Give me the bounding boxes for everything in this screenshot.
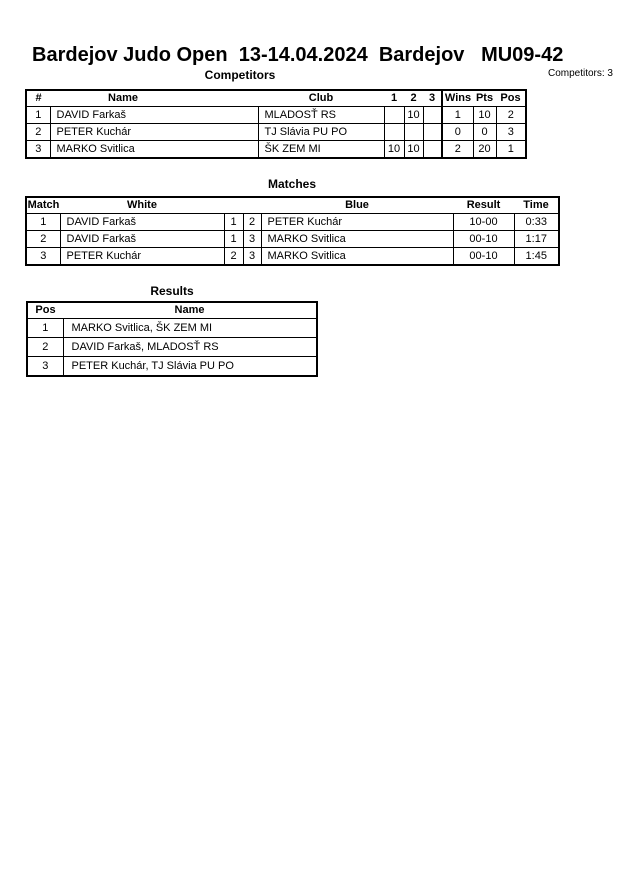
matches-header-result: Result bbox=[453, 197, 514, 214]
competitors-header-row bbox=[26, 90, 526, 107]
competitor-pts: 0 bbox=[473, 124, 496, 141]
competitor-round1-score bbox=[384, 107, 404, 124]
competitor-pts: 10 bbox=[473, 107, 496, 124]
competitor-pts: 20 bbox=[473, 141, 496, 159]
match-row bbox=[26, 248, 559, 266]
match-result: 00-10 bbox=[453, 231, 514, 248]
result-name: MARKO Svitlica, ŠK ZEM MI bbox=[63, 319, 317, 338]
competitor-round2-score: 10 bbox=[404, 141, 423, 159]
competitors-header-round1: 1 bbox=[384, 90, 404, 107]
results-header-name: Name bbox=[63, 302, 317, 319]
competitor-club: MLADOSŤ RS bbox=[258, 107, 384, 124]
results-table bbox=[26, 301, 318, 377]
competitor-name: MARKO Svitlica bbox=[50, 141, 258, 159]
competitor-row bbox=[26, 141, 526, 159]
competitors-header-round3: 3 bbox=[423, 90, 442, 107]
competitor-round3-score bbox=[423, 141, 442, 159]
matches-table bbox=[25, 196, 560, 266]
competitors-header-pts: Pts bbox=[473, 90, 496, 107]
result-row bbox=[27, 319, 317, 338]
match-white-seed: 1 bbox=[224, 214, 243, 231]
competitor-row bbox=[26, 124, 526, 141]
competitor-wins: 0 bbox=[442, 124, 473, 141]
competitor-number: 3 bbox=[26, 141, 50, 159]
match-white-name: DAVID Farkaš bbox=[60, 214, 224, 231]
competitor-pos: 2 bbox=[496, 107, 526, 124]
competitor-wins: 2 bbox=[442, 141, 473, 159]
match-blue-seed: 2 bbox=[243, 214, 261, 231]
competitors-header-pos: Pos bbox=[496, 90, 526, 107]
match-blue-seed: 3 bbox=[243, 248, 261, 266]
match-number: 2 bbox=[26, 231, 60, 248]
competitors-section-title: Competitors bbox=[204, 68, 276, 82]
result-pos: 2 bbox=[27, 338, 63, 357]
match-white-seed: 1 bbox=[224, 231, 243, 248]
page-title: Bardejov Judo Open 13-14.04.2024 Bardejov MU09-42 bbox=[32, 44, 564, 66]
matches-header-white-num bbox=[224, 197, 243, 214]
result-row bbox=[27, 338, 317, 357]
competitors-table bbox=[25, 89, 527, 159]
results-header-pos: Pos bbox=[27, 302, 63, 319]
match-number: 1 bbox=[26, 214, 60, 231]
match-white-name: DAVID Farkaš bbox=[60, 231, 224, 248]
competitors-header-name: Name bbox=[50, 90, 258, 107]
match-time: 1:17 bbox=[514, 231, 559, 248]
match-time: 1:45 bbox=[514, 248, 559, 266]
competitor-number: 1 bbox=[26, 107, 50, 124]
matches-header-row bbox=[26, 197, 559, 214]
match-number: 3 bbox=[26, 248, 60, 266]
competitors-header-num: # bbox=[26, 90, 50, 107]
match-blue-name: MARKO Svitlica bbox=[261, 248, 453, 266]
competitor-pos: 1 bbox=[496, 141, 526, 159]
match-result: 10-00 bbox=[453, 214, 514, 231]
competitor-round1-score bbox=[384, 124, 404, 141]
match-white-seed: 2 bbox=[224, 248, 243, 266]
result-pos: 1 bbox=[27, 319, 63, 338]
competitors-header-round2: 2 bbox=[404, 90, 423, 107]
result-pos: 3 bbox=[27, 357, 63, 377]
competitor-pos: 3 bbox=[496, 124, 526, 141]
competitor-round2-score: 10 bbox=[404, 107, 423, 124]
match-blue-name: PETER Kuchár bbox=[261, 214, 453, 231]
match-time: 0:33 bbox=[514, 214, 559, 231]
competitor-club: ŠK ZEM MI bbox=[258, 141, 384, 159]
matches-section-title: Matches bbox=[267, 177, 317, 191]
results-section-title: Results bbox=[150, 284, 194, 298]
matches-header-time: Time bbox=[514, 197, 559, 214]
result-row bbox=[27, 357, 317, 377]
match-blue-seed: 3 bbox=[243, 231, 261, 248]
match-blue-name: MARKO Svitlica bbox=[261, 231, 453, 248]
competitor-row bbox=[26, 107, 526, 124]
competitors-header-wins: Wins bbox=[442, 90, 473, 107]
competitor-wins: 1 bbox=[442, 107, 473, 124]
competitor-name: DAVID Farkaš bbox=[50, 107, 258, 124]
match-row bbox=[26, 231, 559, 248]
competitor-round2-score bbox=[404, 124, 423, 141]
competitor-club: TJ Slávia PU PO bbox=[258, 124, 384, 141]
match-row bbox=[26, 214, 559, 231]
competitors-count-label: Competitors: 3 bbox=[547, 68, 613, 79]
result-name: DAVID Farkaš, MLADOSŤ RS bbox=[63, 338, 317, 357]
competitor-number: 2 bbox=[26, 124, 50, 141]
match-result: 00-10 bbox=[453, 248, 514, 266]
competitor-round3-score bbox=[423, 124, 442, 141]
competitor-round1-score: 10 bbox=[384, 141, 404, 159]
result-name: PETER Kuchár, TJ Slávia PU PO bbox=[63, 357, 317, 377]
results-header-row bbox=[27, 302, 317, 319]
competitors-header-club: Club bbox=[258, 90, 384, 107]
competitor-round3-score bbox=[423, 107, 442, 124]
matches-header-white: White bbox=[60, 197, 224, 214]
match-white-name: PETER Kuchár bbox=[60, 248, 224, 266]
matches-header-blue: Blue bbox=[261, 197, 453, 214]
matches-header-blue-num bbox=[243, 197, 261, 214]
competitor-name: PETER Kuchár bbox=[50, 124, 258, 141]
matches-header-match: Match bbox=[26, 197, 60, 214]
